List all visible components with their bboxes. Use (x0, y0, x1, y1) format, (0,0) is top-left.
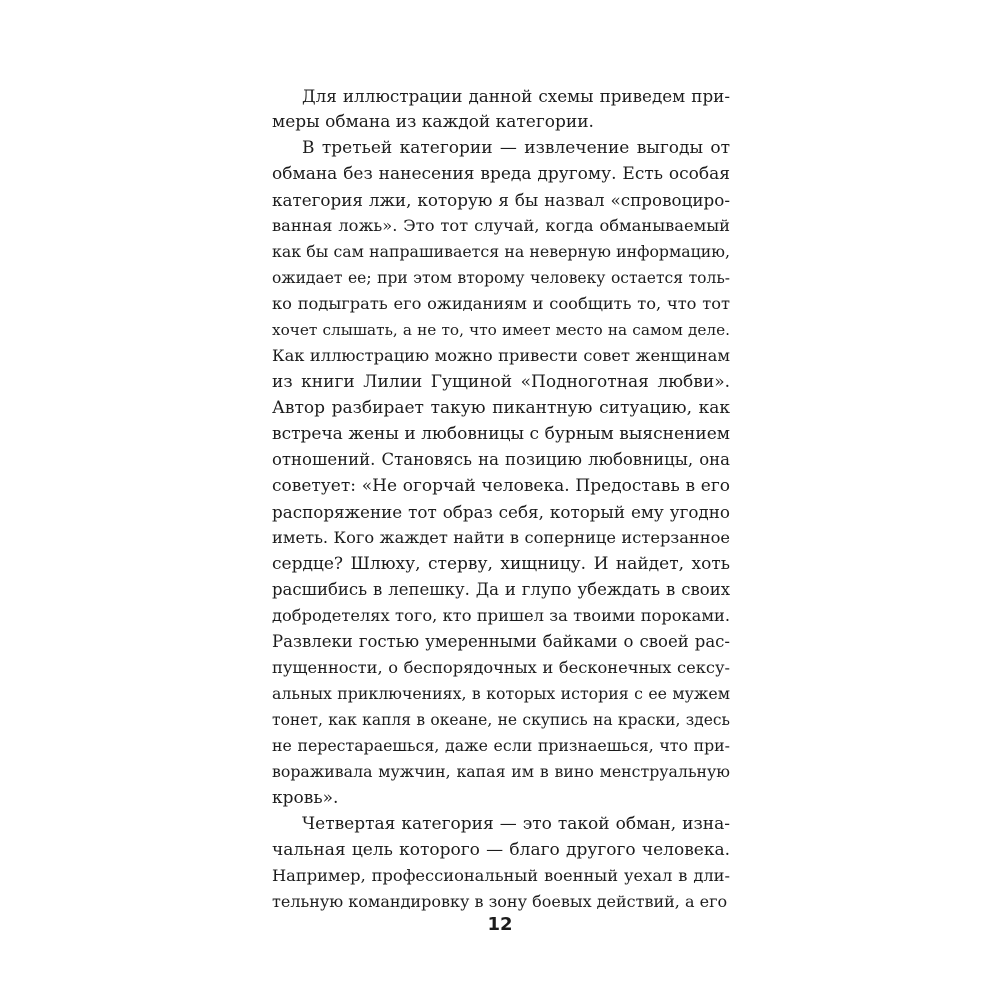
text-line: альных приключениях, в которых история с ее мужем (272, 684, 730, 703)
text-line: Как иллюстрацию можно привести совет женщинам (272, 346, 730, 365)
text-line: кровь». (272, 788, 339, 808)
text-line: чальная цель которого — благо другого человека. (272, 840, 730, 860)
text-line: Для иллюстрации данной схемы приведем при- (302, 86, 730, 106)
text-line: В третьей категории — извлечение выгоды от (302, 138, 730, 158)
text-line: Четвертая категория — это такой обман, изна- (302, 814, 730, 834)
text-line: тонет, как капля в океане, не скупись на краски, здесь (272, 711, 730, 729)
text-line: советует: «Не огорчай человека. Предоставь в его (272, 476, 730, 496)
text-line: ко подыграть его ожиданиям и сообщить то, что тот (272, 294, 730, 313)
page-number: 12 (487, 914, 513, 935)
text-line: обмана без нанесения вреда другому. Есть особая (272, 164, 730, 184)
body-text (272, 83, 730, 915)
text-line: не перестараешься, даже если признаешься, что при- (272, 736, 730, 755)
text-line: иметь. Кого жаждет найти в сопернице истерзанное (272, 528, 730, 547)
text-line: ванная ложь». Это тот случай, когда обманываемый (272, 216, 730, 235)
text-line: распоряжение тот образ себя, который ему угодно (272, 502, 730, 522)
text-line: вораживала мужчин, капая им в вино менструальную (272, 762, 730, 781)
text-line: категория лжи, которую я бы назвал «спровоциро- (272, 190, 730, 210)
paragraph (272, 83, 730, 135)
text-line: встреча жены и любовницы с бурным выяснением (272, 424, 730, 444)
text-line: из книги Лилии Гущиной «Подноготная любви». (272, 372, 730, 392)
text-line: ожидает ее; при этом второму человеку остается толь- (272, 269, 730, 287)
text-line: меры обмана из каждой категории. (272, 112, 594, 132)
text-line: Развлеки гостью умеренными байками о своей рас- (272, 632, 730, 651)
text-line: добродетелях того, кто пришел за твоими пороками. (272, 606, 730, 625)
text-line: расшибись в лепешку. Да и глупо убеждать в своих (272, 580, 730, 599)
paragraph (272, 811, 730, 915)
text-line: Автор разбирает такую пикантную ситуацию, как (272, 398, 730, 418)
text-line: сердце? Шлюху, стерву, хищницу. И найдет, хоть (272, 554, 730, 574)
text-line: Например, профессиональный военный уехал в дли- (272, 866, 730, 885)
text-line: пущенности, о беспорядочных и бесконечных сексу- (272, 658, 730, 677)
text-line: отношений. Становясь на позицию любовницы, она (272, 450, 730, 469)
paragraph (272, 135, 730, 811)
text-line: хочет слышать, а не то, что имеет место на самом деле. (272, 321, 730, 339)
text-line: как бы сам напрашивается на неверную информацию, (272, 242, 730, 261)
text-line: тельную командировку в зону боевых действий, а его (272, 892, 728, 911)
